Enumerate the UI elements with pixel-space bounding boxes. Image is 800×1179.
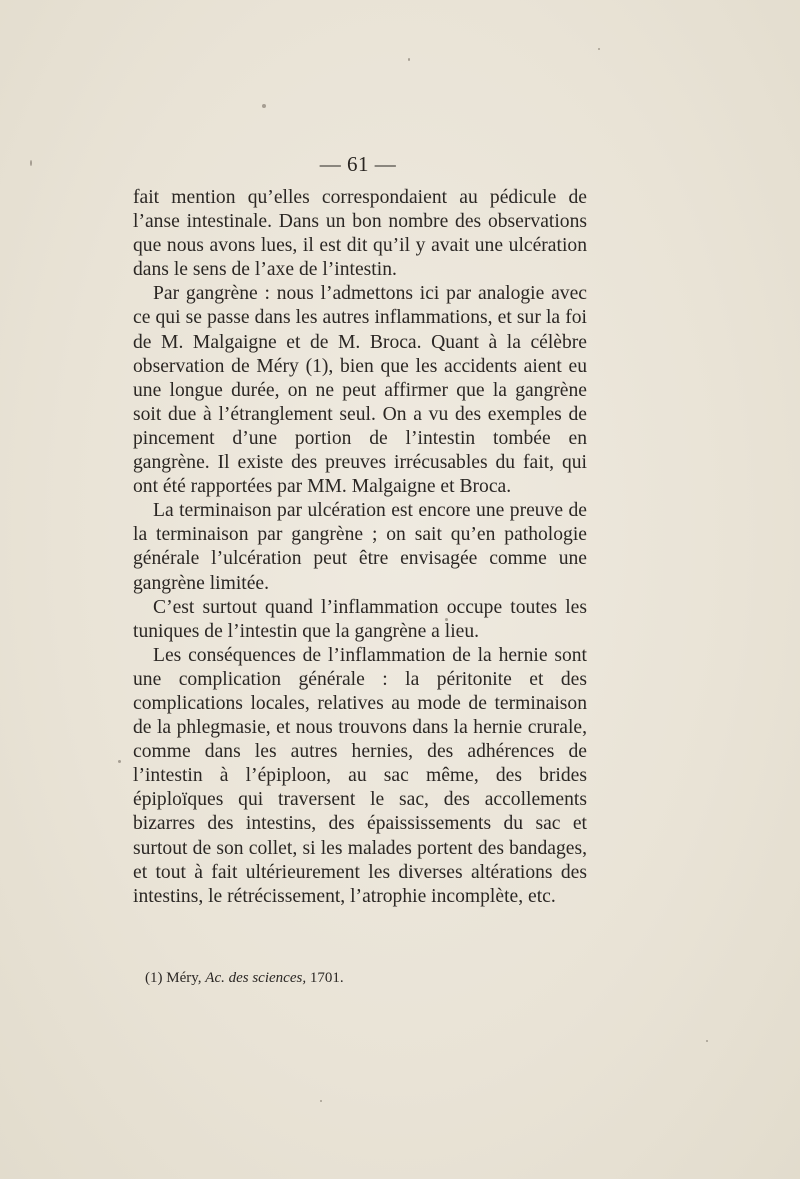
footnote-source: Ac. des sciences, <box>205 970 307 986</box>
paragraph-5: Les conséquences de l’inflammation de la hernie sont une complication générale : la péritonite et des complications locales, relatives au mode de terminaison de la phlegmasie, et nous trouvons dans la hernie crurale, comme dans les autres hernies, des adhérences de l’intestin à l’épiploon, au sac même, des brides épiploïques qui traversent le sac, des accollements bizarres des intestins, des épaississements du sac et surtout de son collet, si les malades portent des bandages, et tout à fait ultérieurement les diverses altérations des intestins, le rétrécissement, l’atrophie incomplète, etc. <box>133 644 587 907</box>
footnote-author: Méry, <box>166 970 202 986</box>
footnote <box>145 970 344 987</box>
paragraph-2: Par gangrène : nous l’admettons ici par analogie avec ce qui se passe dans les autres inflammations, et sur la foi de M. Malgaigne et de M. Broca. Quant à la célèbre observation de Méry (1), bien que les accidents aient eu une longue durée, on ne peut affirmer que la gangrène soit due à l’étranglement seul. On a vu des exemples de pincement d’une portion de l’intestin tombée en gangrène. Il existe des preuves irrécusables du fait, qui ont été rapportées par MM. Malgaigne et Broca. <box>133 283 587 498</box>
page-number-header: — 61 — <box>319 152 397 176</box>
footnote-marker: (1) <box>145 970 163 986</box>
footnote-year: 1701. <box>309 970 344 986</box>
paragraph-4: C’est surtout quand l’inflammation occupe toutes les tuniques de l’intestin que la gangrène a lieu. <box>133 596 587 642</box>
body-text <box>133 186 587 909</box>
paragraph-1: fait mention qu’elles correspondaient au pédicule de l’anse intestinale. Dans un bon nombre des observations que nous avons lues, il est dit qu’il y avait une ulcération dans le sens de l’axe de l’intestin. <box>133 187 587 281</box>
paragraph-3: La terminaison par ulcération est encore une preuve de la terminaison par gangrène ; on sait qu’en pathologie générale l’ulcération peut être envisagée comme une gangrène limitée. <box>133 500 587 594</box>
